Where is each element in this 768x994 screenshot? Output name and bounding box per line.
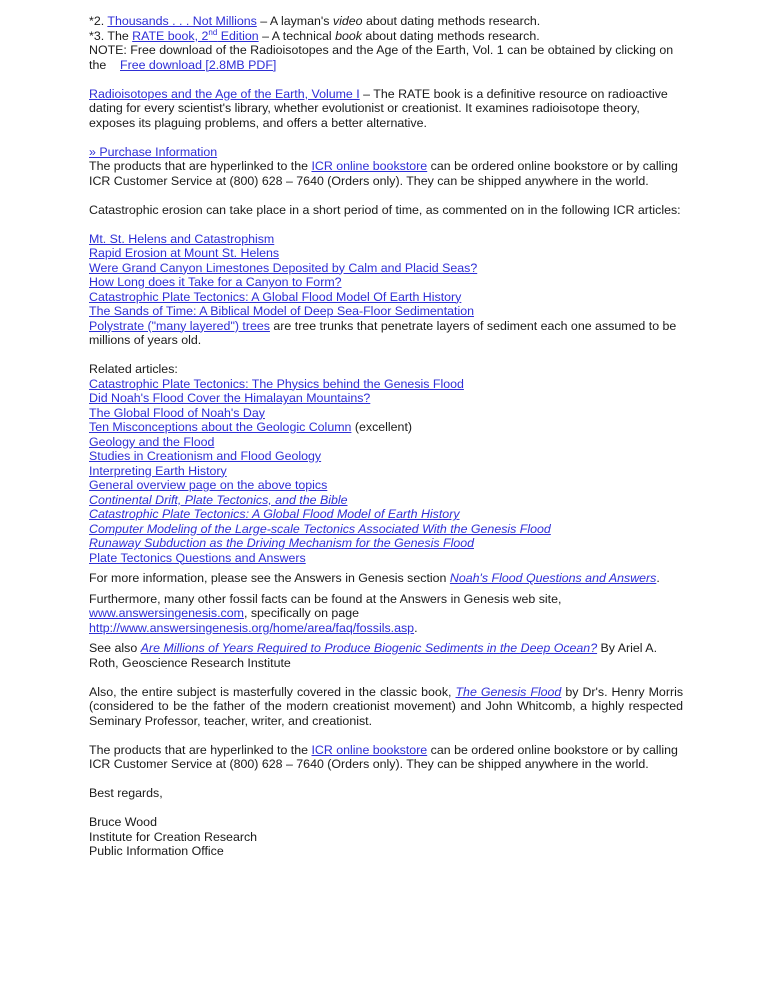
erosion-link[interactable]: The Sands of Time: A Biblical Model of Deep Sea-Floor Sedimentation (89, 304, 475, 318)
note: NOTE: Free download of the Radioisotopes and the Age of the Earth, Vol. 1 can be obtained by clicking on the Free download [2.8MB PDF] (89, 43, 674, 72)
item-3: *3. The RATE book, 2nd Edition – A technical book about dating methods research. (89, 27, 540, 43)
erosion-intro: Catastrophic erosion can take place in a short period of time, as commented on in the following ICR articles: (89, 202, 681, 217)
purchase-paragraph: The products that are hyperlinked to the ICR online bookstore can be ordered online bookstore or by calling ICR Customer Service at (800) 628 – 7640 (Orders only). They can be shipped anywhere in the world. (89, 159, 678, 188)
related-link[interactable]: The Global Flood of Noah's Day (89, 405, 265, 420)
erosion-link[interactable]: Were Grand Canyon Limestones Deposited by Calm and Placid Seas? (89, 260, 478, 275)
related-link[interactable]: Geology and the Flood (89, 434, 215, 449)
polystrate-paragraph: Polystrate ("many layered") trees are tree trunks that penetrate layers of sediment each one assumed to be millions of years old. (89, 318, 677, 347)
related-link[interactable]: General overview page on the above topics (89, 478, 328, 492)
document-page (89, 14, 683, 859)
genesis-flood-link[interactable]: The Genesis Flood (455, 684, 562, 699)
genesis-flood-paragraph: Also, the entire subject is masterfully covered in the classic book, The Genesis Flood by Dr's. Henry Morris (considered to be the father of the modern creationist movement) and John Whitcomb, a highly respected Seminary Professor, teacher, writer, and creationist. (89, 684, 684, 728)
see-also-paragraph: See also Are Millions of Years Required to Produce Biogenic Sediments in the Deep Ocean? By Ariel A. Roth, Geoscience Research Institute (89, 641, 658, 670)
rate-paragraph: Radioisotopes and the Age of the Earth, Volume I – The RATE book is a definitive resource on radioactive dating for every scientist's library, whether evolutionist or creationist. It examines radioisotope theory, exposes its plaguing problems, and offers a better alternative. (89, 86, 668, 130)
related-link[interactable]: Ten Misconceptions about the Geologic Column (89, 420, 352, 434)
polystrate-link[interactable]: Polystrate ("many layered") trees (89, 318, 270, 333)
answersingenesis-site-link[interactable]: www.answersingenesis.com (89, 606, 244, 620)
related-link[interactable]: Computer Modeling of the Large-scale Tectonics Associated With the Genesis Flood (89, 521, 551, 536)
icr-bookstore-link[interactable]: ICR online bookstore (311, 159, 428, 173)
erosion-link[interactable]: Rapid Erosion at Mount St. Helens (89, 246, 280, 260)
related-link[interactable]: Continental Drift, Plate Tectonics, and the Bible (89, 492, 348, 507)
thousands-not-millions-link[interactable]: Thousands . . . Not Millions (107, 14, 257, 28)
biogenic-sediments-link[interactable]: Are Millions of Years Required to Produce Biogenic Sediments in the Deep Ocean? (140, 641, 598, 655)
related-link[interactable]: Interpreting Earth History (89, 463, 227, 478)
signer-name: Bruce Wood (89, 815, 157, 829)
rate-book-link[interactable]: RATE book, 2nd Edition (132, 27, 259, 43)
purchase-info (89, 145, 683, 160)
erosion-links (89, 232, 683, 348)
purchase-paragraph-2: The products that are hyperlinked to the ICR online bookstore can be ordered online bookstore or by calling ICR Customer Service at (800) 628 – 7640 (Orders only). They can be shipped anywhere in the world. (89, 742, 678, 771)
icr-bookstore-link-2[interactable]: ICR online bookstore (311, 742, 428, 757)
free-download-link[interactable]: Free download [2.8MB PDF] (120, 57, 277, 72)
item-2: *2. Thousands . . . Not Millions – A layman's video about dating methods research. (89, 14, 541, 28)
radioisotopes-link[interactable]: Radioisotopes and the Age of the Earth, Volume I (89, 86, 360, 101)
related-link[interactable]: Studies in Creationism and Flood Geology (89, 449, 322, 463)
erosion-link[interactable]: Catastrophic Plate Tectonics: A Global Flood Model Of Earth History (89, 289, 462, 304)
fossils-page-link[interactable]: http://www.answersingenesis.org/home/area/faq/fossils.asp (89, 620, 415, 635)
erosion-link[interactable]: Mt. St. Helens and Catastrophism (89, 231, 275, 246)
noahs-flood-qa-link[interactable]: Noah's Flood Questions and Answers (449, 571, 657, 585)
related-link[interactable]: Runaway Subduction as the Driving Mechanism for the Genesis Flood (89, 536, 474, 550)
related-link[interactable]: Plate Tectonics Questions and Answers (89, 550, 306, 565)
signer-org: Institute for Creation Research (89, 829, 258, 844)
related-link[interactable]: Catastrophic Plate Tectonics: The Physics behind the Genesis Flood (89, 376, 464, 391)
related-heading: Related articles: (89, 362, 178, 376)
erosion-link[interactable]: How Long does it Take for a Canyon to Form? (89, 275, 342, 289)
closing: Best regards, (89, 786, 163, 800)
related-link[interactable]: Did Noah's Flood Cover the Himalayan Mountains? (89, 391, 371, 405)
related-links: Catastrophic Plate Tectonics: The Physics behind the Genesis Flood Did Noah's Flood Cover the Himalayan Mountains? The Global Flood of Noah's Day Ten Misconceptions about the Geologic Column (excellent) Geology and the Flood Studies in Creationism and Flood Geology Interpreting Earth History General overview page on the above topics Continental Drift, Plate Tectonics, and the Bible Catastrophic Plate Tectonics: A Global Flood Model of Earth History Computer Modeling of the Large-scale Tectonics Associated With the Genesis Flood Runaway Subduction as the Driving Mechanism for the Genesis Flood Plate Tectonics Questions and Answers (89, 376, 551, 565)
related-link[interactable]: Catastrophic Plate Tectonics: A Global Flood Model of Earth History (89, 507, 460, 521)
purchase-information-link[interactable]: » Purchase Information (89, 144, 218, 159)
more-info-paragraph: For more information, please see the Answers in Genesis section Noah's Flood Questions and Answers. (89, 571, 660, 585)
signer-office: Public Information Office (89, 844, 224, 858)
fossils-paragraph: Furthermore, many other fossil facts can be found at the Answers in Genesis web site, www.answersingenesis.com, specifically on page http://www.answersingenesis.org/home/area/faq/fossils.asp. (89, 591, 562, 635)
